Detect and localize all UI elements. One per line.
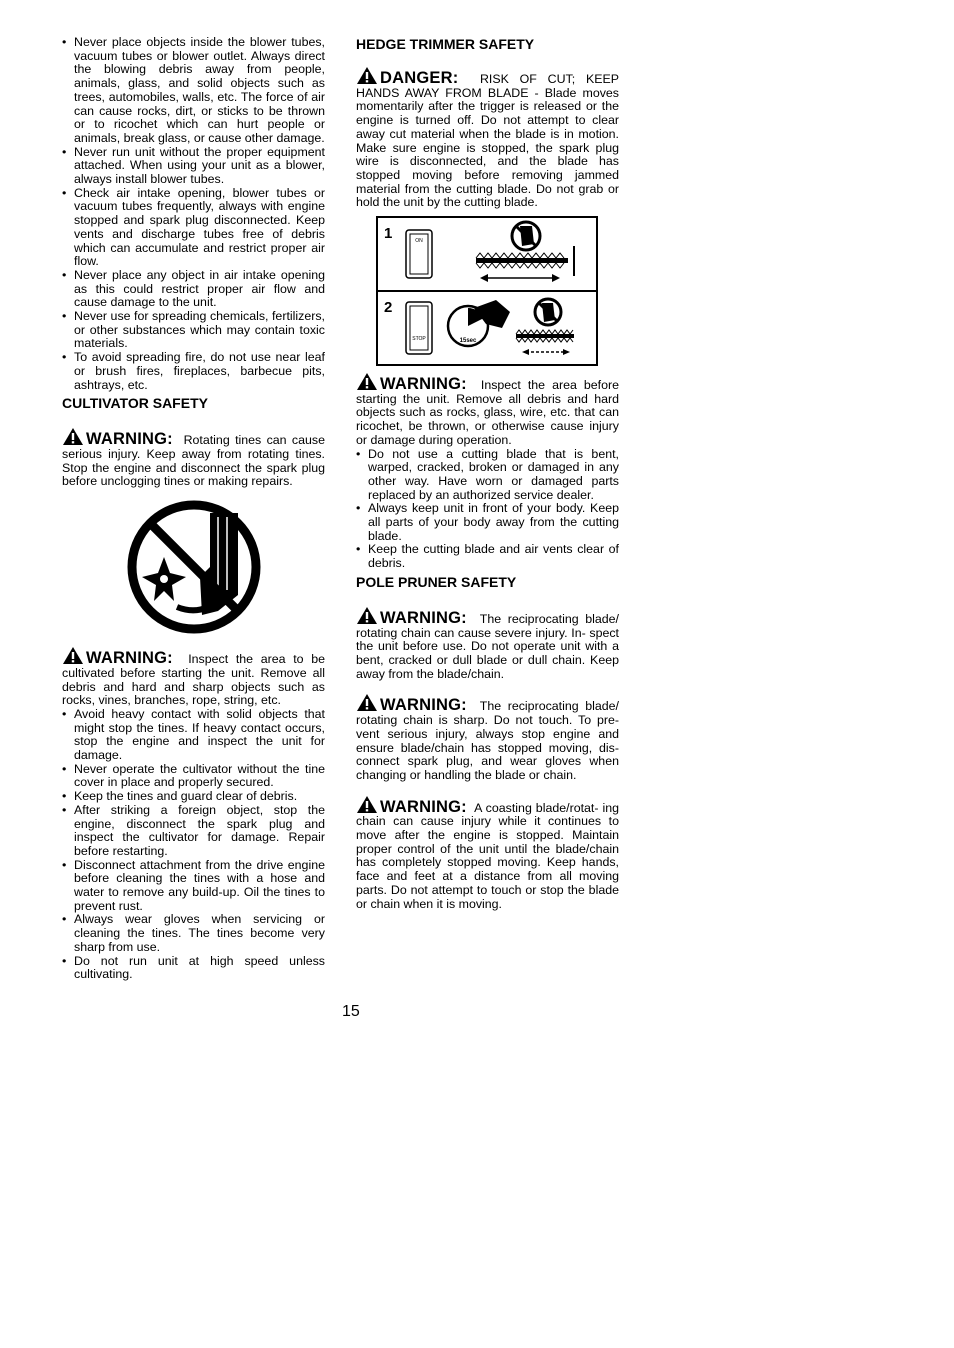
switch-stop-icon bbox=[406, 302, 432, 354]
danger-text: RISK OF CUT; KEEP HANDS AWAY FROM BLADE - Blade moves momentarily after the trigger is released or the engine is turned off. Do not attempt to clear away cut material when the blade is in motion. Make sure engine is stopped, the spark plug wire is disconnected, and the blade has stopped moving before removing jammed material from the cutting blade. Do not grab or hold the unit by the cutting blade. bbox=[356, 72, 620, 210]
warning-triangle-icon bbox=[62, 646, 84, 665]
blade-stop-diagram bbox=[376, 216, 598, 366]
danger-label: DANGER: bbox=[380, 69, 459, 87]
cultivator-warning-2 bbox=[62, 646, 325, 708]
warning-label: WARNING: bbox=[86, 649, 173, 668]
pruner-warning-1 bbox=[356, 606, 619, 682]
cultivator-safety-list bbox=[62, 708, 325, 982]
page-number: 15 bbox=[342, 1003, 360, 1020]
warning-triangle-icon bbox=[356, 66, 378, 85]
list-item: • Do not use a cutting blade that is bent, warped, cracked, broken or damaged in any other way. Have worn or damaged parts replaced by an authorized service dealer. bbox=[356, 448, 619, 503]
warning-triangle-icon bbox=[356, 795, 378, 814]
pole-pruner-safety-heading: POLE PRUNER SAFETY bbox=[356, 573, 517, 590]
warning-triangle-icon bbox=[356, 606, 378, 625]
list-item: • Never run unit without the proper equipment attached. When using your unit as a blower, always install blower tubes. bbox=[62, 146, 325, 187]
no-hands-near-tines-icon bbox=[62, 495, 325, 640]
hedge-danger bbox=[356, 66, 619, 210]
warning-label: WARNING: bbox=[380, 375, 467, 394]
warning-text: Inspect the area to be cultivated before starting the unit. Remove all debris and hard and sharp objects such as rocks, vines, branches, rope, string, etc. bbox=[62, 652, 325, 708]
list-item: • Never place any object in air intake opening as this could restrict proper air flow and cause damage to the unit. bbox=[62, 269, 325, 310]
pruner-warning-2 bbox=[356, 693, 619, 782]
cultivator-safety-heading: CULTIVATOR SAFETY bbox=[62, 395, 208, 412]
timer-label: 15sec bbox=[459, 338, 477, 345]
list-item: • Disconnect attachment from the drive engine before cleaning the tines with a hose and water to remove any build-up. Oil the tines to prevent rust. bbox=[62, 859, 325, 914]
no-hands-icon bbox=[512, 222, 540, 250]
list-item: • Avoid heavy contact with solid objects that might stop the tines. If heavy contact occurs, stop the engine and inspect the unit for damage. bbox=[62, 708, 325, 763]
list-item: • Never use for spreading chemicals, fertilizers, or other substances which may contain toxic materials. bbox=[62, 310, 325, 351]
switch-on-label: ON bbox=[415, 238, 423, 245]
list-item: • To avoid spreading fire, do not use near leaf or brush fires, fireplaces, barbecue pits, ashtrays, etc. bbox=[62, 351, 325, 392]
hedge-trimmer-safety-list bbox=[356, 448, 619, 571]
list-item: • Always keep unit in front of your body. Keep all parts of your body away from the cutting blade. bbox=[356, 502, 619, 543]
warning-triangle-icon bbox=[356, 693, 378, 712]
left-column bbox=[62, 36, 325, 982]
switch-on-icon bbox=[406, 230, 432, 278]
panel-2-number: 2 bbox=[384, 299, 393, 317]
cultivator-warning-1 bbox=[62, 427, 325, 489]
list-item: • Never operate the cultivator without the tine cover in place and properly secured. bbox=[62, 763, 325, 790]
panel-1-number: 1 bbox=[384, 225, 393, 243]
list-item: • Never place objects inside the blower tubes, vacuum tubes or blower outlet. Always direct the blowing debris away from people, animals, glass, and solid objects such as trees, automobiles, walls, etc. The force of air can cause rocks, dirt, or sticks to be thrown or to ricochet which can hurt people or animals, break glass, or cause other damage. bbox=[62, 36, 325, 146]
warning-label: WARNING: bbox=[86, 430, 173, 449]
list-item: • Check air intake opening, blower tubes or vacuum tubes frequently, always with engine stopped and spark plug disconnected. Keep vents and discharge tubes free of debris which can accumulate and restrict proper air flow. bbox=[62, 187, 325, 269]
warning-triangle-icon bbox=[62, 427, 84, 446]
list-item: • Keep the tines and guard clear of debris. bbox=[62, 790, 325, 804]
list-item: • Always wear gloves when servicing or cleaning the tines. The tines become very sharp from use. bbox=[62, 913, 325, 954]
list-item: • Keep the cutting blade and air vents clear of debris. bbox=[356, 543, 619, 570]
warning-text: Rotating tines can cause serious injury. Keep away from rotating tines. Stop the engine and disconnect the spark plug before unclogging tines or making repairs. bbox=[62, 433, 325, 489]
warning-text: The reciprocating blade/ rotating chain can cause severe injury. In- spect the unit before use. Do not operate unit with a bent, cracked or dull blade or dull chain. Keep away from the blade/chain. bbox=[356, 611, 619, 681]
warning-label: WARNING: bbox=[380, 608, 467, 627]
list-item: • Do not run unit at high speed unless cultivating. bbox=[62, 955, 325, 982]
list-item: • After striking a foreign object, stop the engine, disconnect the spark plug and inspect the cultivator for damage. Repair before restarting. bbox=[62, 804, 325, 859]
warning-text: The reciprocating blade/ rotating chain is sharp. Do not touch. To pre- vent serious injury, always stop engine and ensure blade/chain has stopped moving, dis- connect spark plug, and wear gloves when changing or handling the blade or chain. bbox=[356, 699, 619, 782]
warning-label: WARNING: bbox=[380, 696, 467, 715]
hedge-warning bbox=[356, 372, 619, 448]
warning-triangle-icon bbox=[356, 372, 378, 391]
warning-label: WARNING: bbox=[380, 797, 467, 816]
no-hands-icon bbox=[535, 299, 561, 325]
warning-text: A coasting blade/rotat- ing chain can cause injury while it continues to move after the engine is stopped. Maintain proper control of the unit until the blade/chain has completely stopped moving. Keep hands, face and feet at a distance from all moving parts. Do not attempt to touch or stop the blade or chain when it is moving. bbox=[356, 800, 620, 911]
blower-safety-list bbox=[62, 36, 325, 392]
switch-stop-label: STOP bbox=[412, 336, 426, 343]
warning-text: Inspect the area before starting the unit. Remove all debris and hard objects such as rocks, glass, wire, etc. that can ricochet, be thrown, or otherwise cause injury or damage during operation. bbox=[356, 378, 620, 447]
right-column bbox=[356, 36, 619, 911]
pruner-warning-3 bbox=[356, 795, 619, 912]
hedge-trimmer-safety-heading: HEDGE TRIMMER SAFETY bbox=[356, 36, 535, 52]
